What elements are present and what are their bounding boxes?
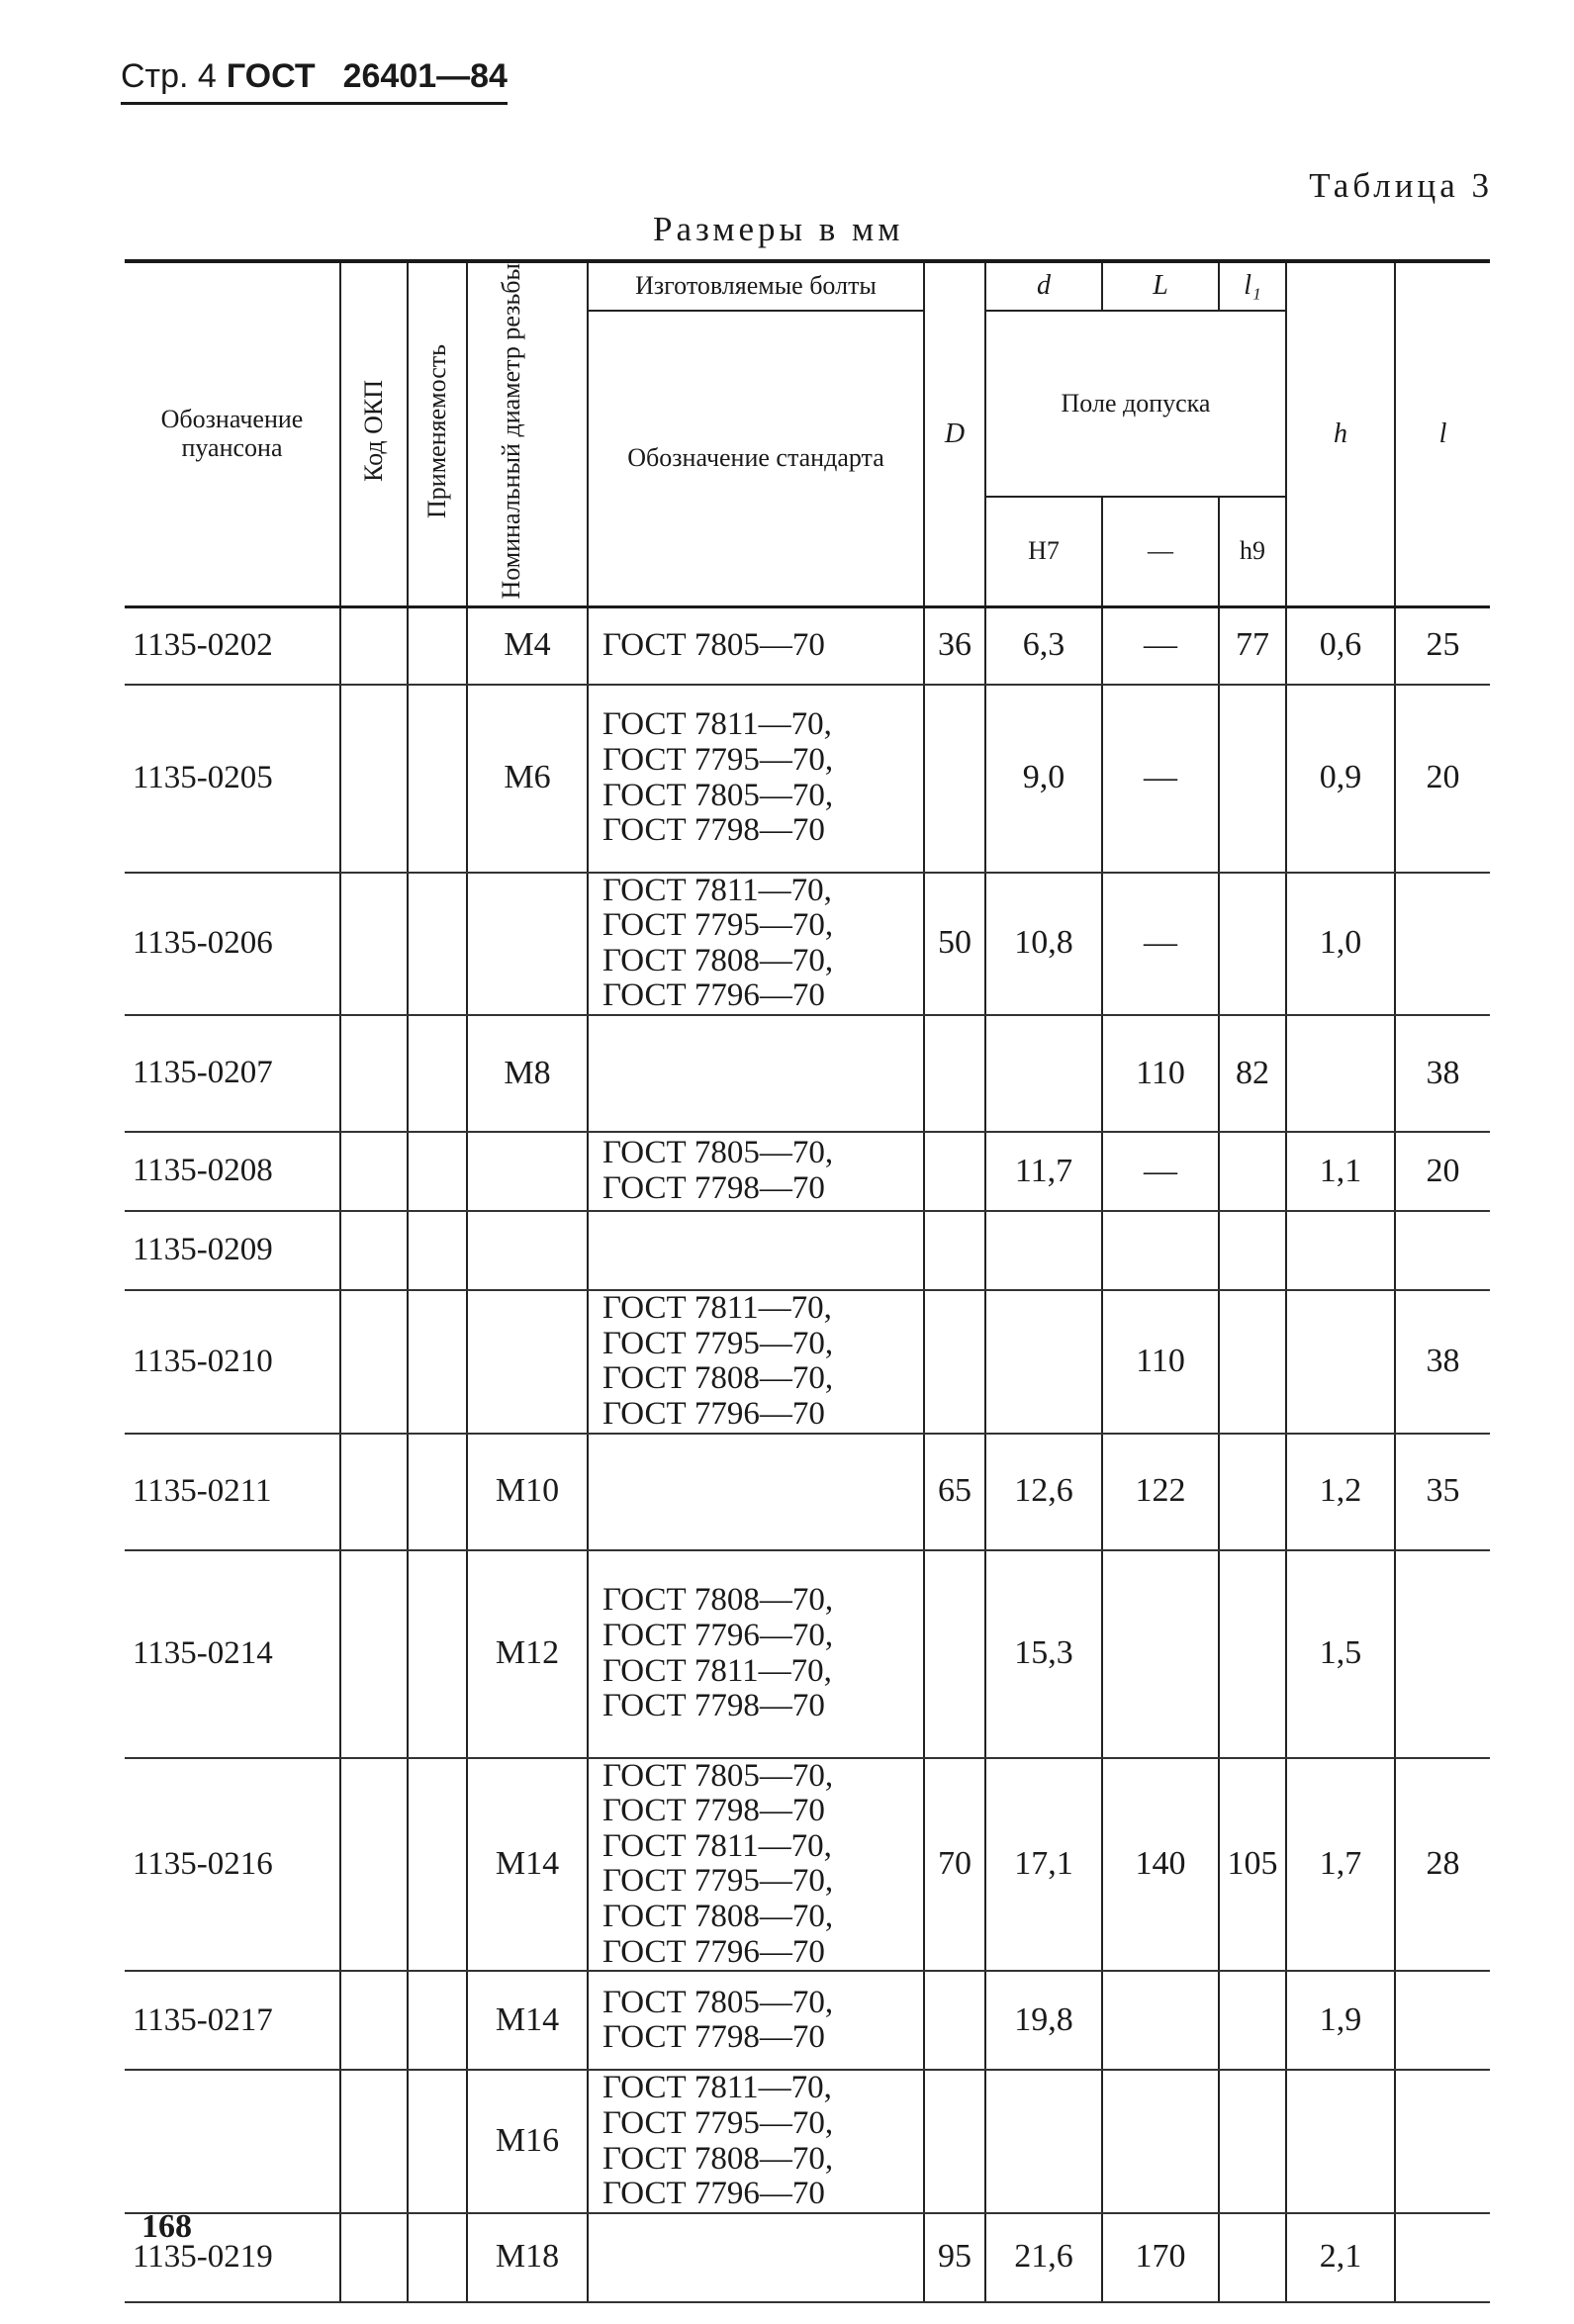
okp-code (340, 2070, 408, 2213)
standard-designation: ГОСТ 7805—70 (588, 607, 924, 685)
dim-d: 10,8 (985, 873, 1102, 1016)
okp-code (340, 873, 408, 1016)
header-usage: Применяемость (421, 343, 451, 518)
thread-diameter (467, 1211, 588, 1290)
okp-code (340, 1434, 408, 1550)
thread-diameter (467, 1132, 588, 1211)
punch-designation: 1135-0205 (125, 685, 340, 873)
dim-d: 12,6 (985, 1434, 1102, 1550)
dimensions-table (125, 259, 1490, 2303)
dim-h: 1,5 (1286, 1550, 1395, 1758)
dim-l1 (1219, 1434, 1286, 1550)
okp-code (340, 1015, 408, 1132)
standard-designation (588, 2213, 924, 2302)
dim-d: 11,7 (985, 1132, 1102, 1211)
okp-code (340, 1211, 408, 1290)
usage (408, 1550, 467, 1758)
table-row (125, 1434, 1490, 1550)
punch-designation: 1135-0211 (125, 1434, 340, 1550)
dim-L: 170 (1102, 2213, 1219, 2302)
header-l: l (1395, 261, 1490, 607)
dim-l1 (1219, 1971, 1286, 2070)
punch-designation: 1135-0217 (125, 1971, 340, 2070)
usage (408, 607, 467, 685)
standard-designation: ГОСТ 7808—70, ГОСТ 7796—70, ГОСТ 7811—70, ГОСТ 7798—70 (588, 1550, 924, 1758)
dim-L: — (1102, 685, 1219, 873)
dim-L: — (1102, 873, 1219, 1016)
dim-D (924, 1015, 985, 1132)
standard-designation: ГОСТ 7811—70, ГОСТ 7795—70, ГОСТ 7808—70, ГОСТ 7796—70 (588, 1290, 924, 1434)
dim-D (924, 1132, 985, 1211)
page-label: Стр. 4 (121, 57, 217, 95)
dim-d (985, 1290, 1102, 1434)
punch-designation: 1135-0207 (125, 1015, 340, 1132)
dim-D: 70 (924, 1758, 985, 1972)
dim-l (1395, 1211, 1490, 1290)
dim-D (924, 685, 985, 873)
dim-d (985, 1015, 1102, 1132)
dim-l1 (1219, 873, 1286, 1016)
usage (408, 1211, 467, 1290)
usage (408, 1758, 467, 1972)
punch-designation: 1135-0202 (125, 607, 340, 685)
okp-code (340, 1132, 408, 1211)
okp-code (340, 1290, 408, 1434)
dim-h: 1,2 (1286, 1434, 1395, 1550)
thread-diameter: M10 (467, 1434, 588, 1550)
header-thread: Номинальный диаметр резьбы (497, 263, 525, 600)
punch-designation: 1135-0214 (125, 1550, 340, 1758)
dim-d (985, 1211, 1102, 1290)
dim-h: 0,6 (1286, 607, 1395, 685)
dim-L (1102, 2070, 1219, 2213)
thread-diameter: M12 (467, 1550, 588, 1758)
okp-code (340, 1971, 408, 2070)
dim-l1 (1219, 1290, 1286, 1434)
okp-code (340, 685, 408, 873)
okp-code (340, 1550, 408, 1758)
usage (408, 1132, 467, 1211)
table-row (125, 607, 1490, 685)
dim-L: 140 (1102, 1758, 1219, 1972)
dim-h: 2,1 (1286, 2213, 1395, 2302)
dim-D: 65 (924, 1434, 985, 1550)
usage (408, 1971, 467, 2070)
dim-d: 6,3 (985, 607, 1102, 685)
okp-code (340, 2213, 408, 2302)
usage (408, 2213, 467, 2302)
dim-L: — (1102, 607, 1219, 685)
header-d: d (985, 261, 1102, 311)
dim-h (1286, 2070, 1395, 2213)
standard-number: 26401—84 (342, 57, 508, 95)
header-h: h (1286, 261, 1395, 607)
dim-l1 (1219, 1550, 1286, 1758)
dim-d: 15,3 (985, 1550, 1102, 1758)
standard-designation: ГОСТ 7811—70, ГОСТ 7795—70, ГОСТ 7808—70, ГОСТ 7796—70 (588, 2070, 924, 2213)
thread-diameter: M14 (467, 1971, 588, 2070)
dim-L: 110 (1102, 1015, 1219, 1132)
standard-designation: ГОСТ 7805—70, ГОСТ 7798—70 (588, 1971, 924, 2070)
dim-L: — (1102, 1132, 1219, 1211)
header-h9: h9 (1219, 497, 1286, 607)
dim-l1 (1219, 1132, 1286, 1211)
table-row (125, 873, 1490, 1016)
dim-L: 110 (1102, 1290, 1219, 1434)
dim-d: 17,1 (985, 1758, 1102, 1972)
units-caption: Размеры в мм (653, 210, 904, 248)
standard-designation: ГОСТ 7811—70, ГОСТ 7795—70, ГОСТ 7808—70, ГОСТ 7796—70 (588, 873, 924, 1016)
page-header (121, 57, 508, 105)
standard-designation: ГОСТ 7805—70, ГОСТ 7798—70 (588, 1132, 924, 1211)
header-dash: — (1102, 497, 1219, 607)
usage (408, 685, 467, 873)
table-row (125, 1971, 1490, 2070)
punch-designation: 1135-0206 (125, 873, 340, 1016)
dim-l: 28 (1395, 1758, 1490, 1972)
dim-h (1286, 1211, 1395, 1290)
dim-l1: 77 (1219, 607, 1286, 685)
dim-l (1395, 873, 1490, 1016)
thread-diameter: M8 (467, 1015, 588, 1132)
header-punch: Обозначение пуансона (125, 261, 340, 607)
dim-h: 1,0 (1286, 873, 1395, 1016)
usage (408, 1434, 467, 1550)
table-row (125, 1758, 1490, 1972)
dim-l1 (1219, 1211, 1286, 1290)
standard-designation: ГОСТ 7811—70, ГОСТ 7795—70, ГОСТ 7805—70, ГОСТ 7798—70 (588, 685, 924, 873)
dim-h (1286, 1015, 1395, 1132)
okp-code (340, 1758, 408, 1972)
dim-l1 (1219, 685, 1286, 873)
dim-d: 19,8 (985, 1971, 1102, 2070)
header-tolerance: Поле допуска (985, 311, 1286, 497)
dim-l (1395, 2213, 1490, 2302)
dim-D (924, 1550, 985, 1758)
header-l1: l₁ (1219, 261, 1286, 311)
dim-l (1395, 1971, 1490, 2070)
header-H7: H7 (985, 497, 1102, 607)
standard-designation (588, 1211, 924, 1290)
usage (408, 873, 467, 1016)
dim-h (1286, 1290, 1395, 1434)
dim-L: 122 (1102, 1434, 1219, 1550)
dim-D (924, 2070, 985, 2213)
table-row (125, 1211, 1490, 1290)
dim-l: 38 (1395, 1015, 1490, 1132)
dim-l: 25 (1395, 607, 1490, 685)
dim-l1: 82 (1219, 1015, 1286, 1132)
dim-D (924, 1211, 985, 1290)
thread-diameter: M14 (467, 1758, 588, 1972)
dim-l (1395, 2070, 1490, 2213)
table-row (125, 1550, 1490, 1758)
table-row (125, 1015, 1490, 1132)
punch-designation: 1135-0210 (125, 1290, 340, 1434)
dim-L (1102, 1211, 1219, 1290)
thread-diameter: M18 (467, 2213, 588, 2302)
thread-diameter (467, 873, 588, 1016)
dim-l: 35 (1395, 1434, 1490, 1550)
dim-d: 9,0 (985, 685, 1102, 873)
table-row (125, 1132, 1490, 1211)
standard-label: ГОСТ (226, 57, 316, 95)
dim-d: 21,6 (985, 2213, 1102, 2302)
dim-L (1102, 1971, 1219, 2070)
dim-l: 20 (1395, 685, 1490, 873)
dim-D: 50 (924, 873, 985, 1016)
dim-h: 1,7 (1286, 1758, 1395, 1972)
dim-D: 95 (924, 2213, 985, 2302)
header-bolts: Изготовляемые болты (588, 261, 924, 311)
punch-designation: 1135-0219 (125, 2213, 340, 2302)
standard-designation: ГОСТ 7805—70, ГОСТ 7798—70 ГОСТ 7811—70, ГОСТ 7795—70, ГОСТ 7808—70, ГОСТ 7796—70 (588, 1758, 924, 1972)
table-row (125, 2213, 1490, 2302)
header-L: L (1102, 261, 1219, 311)
dim-L (1102, 1550, 1219, 1758)
punch-designation: 1135-0216 (125, 1758, 340, 1972)
dim-l1 (1219, 2070, 1286, 2213)
thread-diameter: M4 (467, 607, 588, 685)
header-std: Обозначение стандарта (588, 311, 924, 607)
dim-l: 20 (1395, 1132, 1490, 1211)
table-row (125, 1290, 1490, 1434)
dim-l (1395, 1550, 1490, 1758)
dim-d (985, 2070, 1102, 2213)
header-D: D (924, 261, 985, 607)
table-row (125, 2070, 1490, 2213)
standard-designation (588, 1015, 924, 1132)
dim-h: 1,9 (1286, 1971, 1395, 2070)
usage (408, 2070, 467, 2213)
table-title: Таблица 3 (1309, 166, 1493, 205)
punch-designation: 1135-0209 (125, 1211, 340, 1290)
usage (408, 1015, 467, 1132)
page-number: 168 (141, 2208, 192, 2245)
dim-D: 36 (924, 607, 985, 685)
standard-designation (588, 1434, 924, 1550)
dim-l1: 105 (1219, 1758, 1286, 1972)
thread-diameter (467, 1290, 588, 1434)
header-okp: Код ОКП (358, 380, 388, 483)
thread-diameter: M6 (467, 685, 588, 873)
dim-h: 0,9 (1286, 685, 1395, 873)
dim-h: 1,1 (1286, 1132, 1395, 1211)
table-row (125, 685, 1490, 873)
dim-D (924, 1290, 985, 1434)
dim-l1 (1219, 2213, 1286, 2302)
dim-D (924, 1971, 985, 2070)
dim-l: 38 (1395, 1290, 1490, 1434)
punch-designation (125, 2070, 340, 2213)
usage (408, 1290, 467, 1434)
okp-code (340, 607, 408, 685)
thread-diameter: M16 (467, 2070, 588, 2213)
punch-designation: 1135-0208 (125, 1132, 340, 1211)
